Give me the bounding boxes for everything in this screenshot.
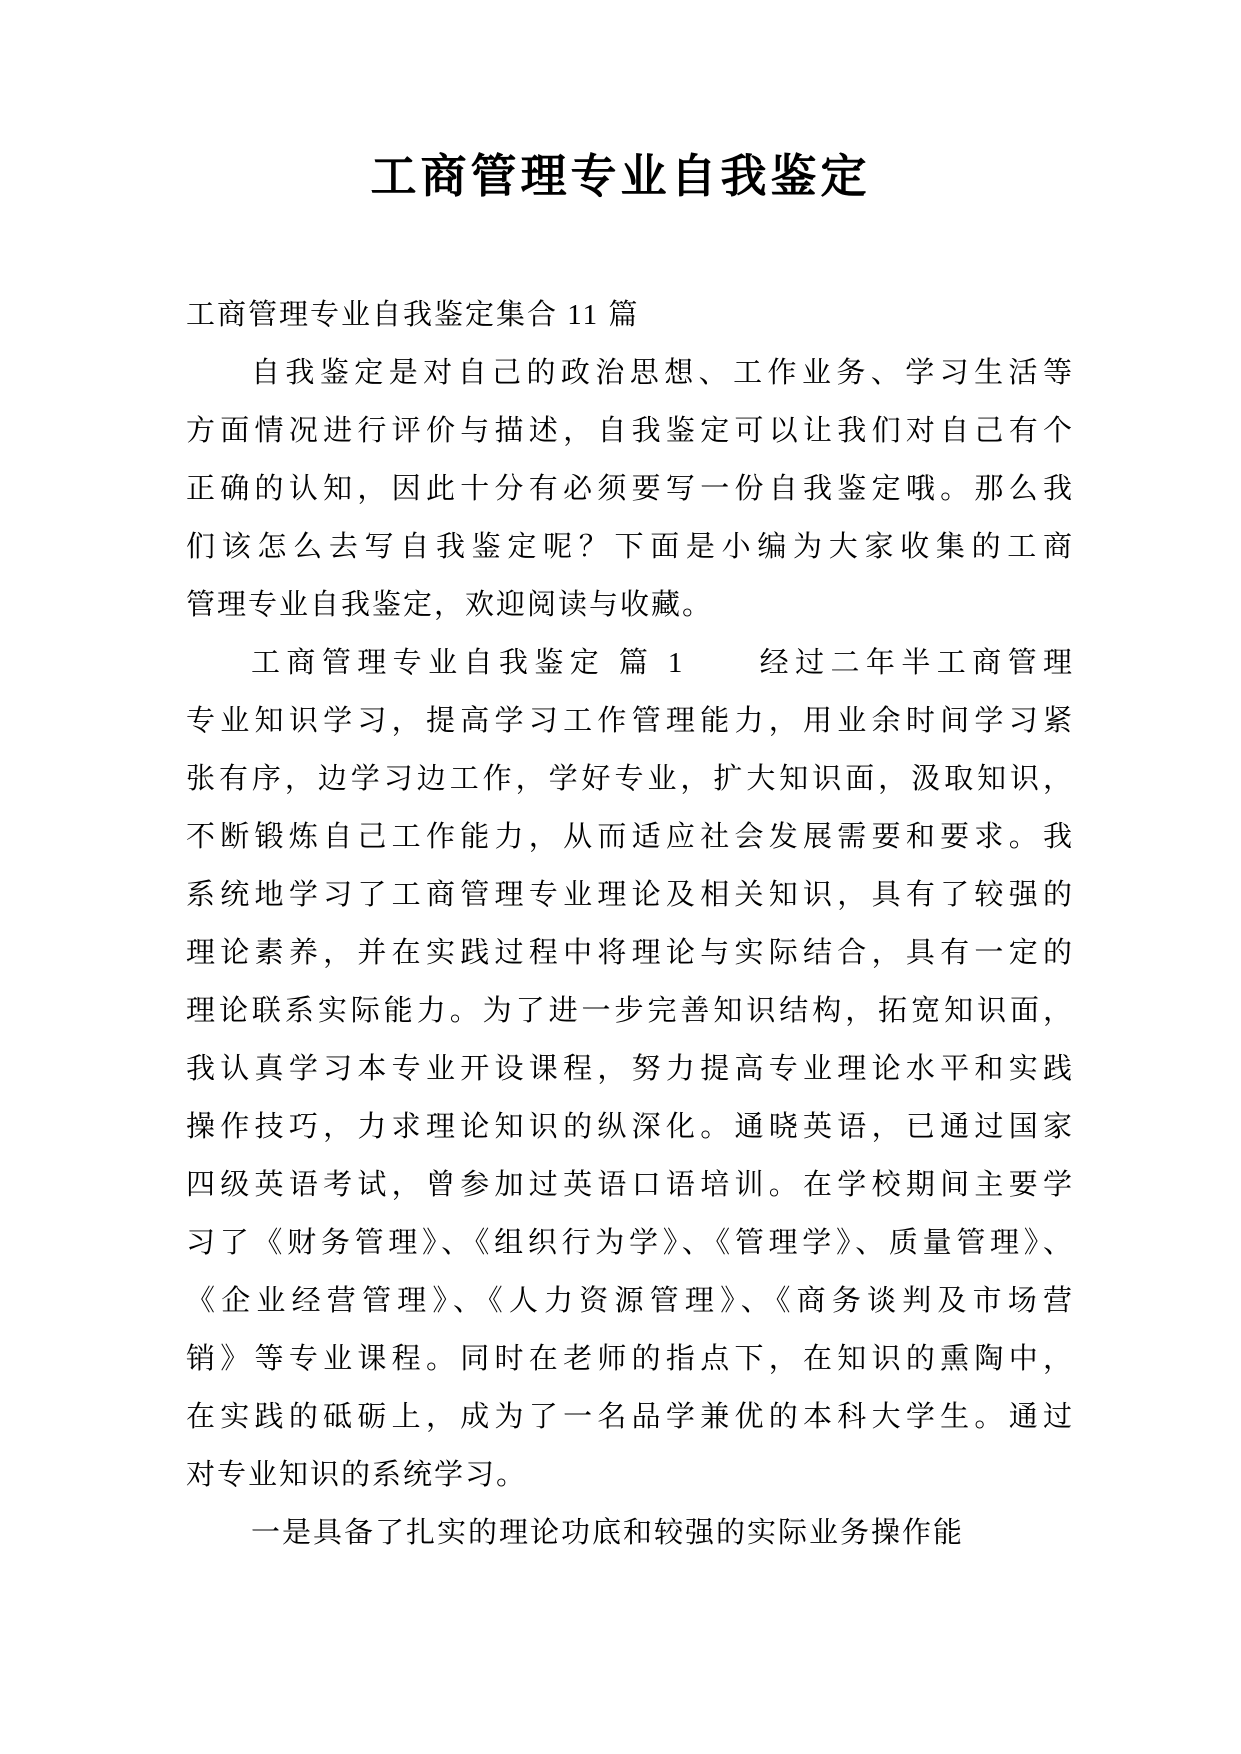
document-title: 工商管理专业自我鉴定: [370, 151, 871, 202]
paragraph: [186, 344, 1074, 634]
paragraph: [186, 1504, 1074, 1562]
text-line: 四级英语考试，曾参加过英语口语培训。在学校期间主要学: [186, 1169, 1074, 1201]
text-line: 在实践的砥砺上，成为了一名品学兼优的本科大学生。通过: [186, 1401, 1074, 1433]
text-line: 自我鉴定是对自己的政治思想、工作业务、学习生活等: [251, 357, 1074, 389]
paragraph: [186, 286, 1074, 344]
text-line: 理论素养，并在实践过程中将理论与实际结合，具有一定的: [186, 937, 1074, 969]
text-line: 们该怎么去写自我鉴定呢？下面是小编为大家收集的工商: [186, 531, 1074, 563]
text-line: 管理专业自我鉴定，欢迎阅读与收藏。: [186, 589, 714, 621]
text-line: 专业知识学习，提高学习工作管理能力，用业余时间学习紧: [186, 705, 1074, 737]
text-line: 工商管理专业自我鉴定集合 11 篇: [186, 299, 640, 331]
text-line: 操作技巧，力求理论知识的纵深化。通晓英语，已通过国家: [186, 1111, 1074, 1143]
text-line: 一是具备了扎实的理论功底和较强的实际业务操作能: [251, 1517, 965, 1549]
text-line: 销》等专业课程。同时在老师的指点下，在知识的熏陶中，: [186, 1343, 1074, 1375]
text-line: 我认真学习本专业开设课程，努力提高专业理论水平和实践: [186, 1053, 1074, 1085]
text-line: 工商管理专业自我鉴定 篇 1 经过二年半工商管理: [251, 647, 1074, 679]
text-line: 理论联系实际能力。为了进一步完善知识结构，拓宽知识面，: [186, 995, 1074, 1027]
text-line: 系统地学习了工商管理专业理论及相关知识，具有了较强的: [186, 879, 1074, 911]
text-line: 正确的认知，因此十分有必须要写一份自我鉴定哦。那么我: [186, 473, 1074, 505]
text-line: 习了《财务管理》、《组织行为学》、《管理学》、质量管理》、: [186, 1227, 1074, 1259]
document-body: [186, 286, 1074, 1562]
text-line: 对专业知识的系统学习。: [186, 1459, 528, 1491]
paragraph: [186, 634, 1074, 1504]
text-line: 《企业经营管理》、《人力资源管理》、《商务谈判及市场营: [186, 1285, 1074, 1317]
text-line: 不断锻炼自己工作能力，从而适应社会发展需要和要求。我: [186, 821, 1074, 853]
text-line: 张有序，边学习边工作，学好专业，扩大知识面，汲取知识，: [186, 763, 1074, 795]
text-line: 方面情况进行评价与描述，自我鉴定可以让我们对自己有个: [186, 415, 1074, 447]
